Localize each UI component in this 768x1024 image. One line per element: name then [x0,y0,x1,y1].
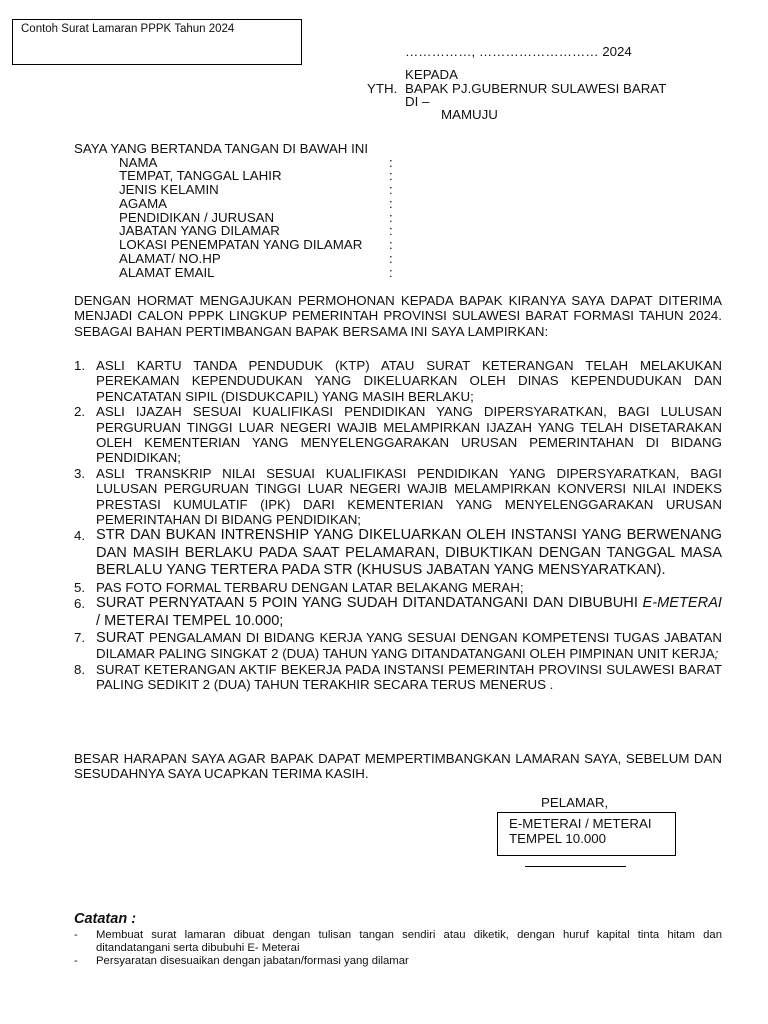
recipient-kepada: KEPADA [405,67,458,82]
list-item [74,404,722,466]
signature-line [525,866,626,867]
field-colon: : [389,210,393,225]
recipient-di: DI – [405,94,430,109]
field-label-email: ALAMAT EMAIL [119,265,215,280]
field-label-ttl: TEMPAT, TANGGAL LAHIR [119,168,282,183]
list-number: 8. [74,661,86,677]
note-dash: - [74,929,78,941]
date-line: ……………, ……………………… 2024 [405,44,632,59]
example-label-box [12,19,302,65]
list-number: 6. [74,596,86,612]
note-item [74,955,722,968]
list-number: 7. [74,629,86,645]
list-item [74,527,722,579]
example-label: Contoh Surat Lamaran PPPK Tahun 2024 [21,23,235,35]
field-colon: : [389,223,393,238]
field-label-lokasi: LOKASI PENEMPATAN YANG DILAMAR [119,237,363,252]
list-item-text-italic: E-METERAI [642,595,722,612]
notes-title: Catatan : [74,911,137,927]
recipient-city: MAMUJU [441,107,498,122]
list-number: 3. [74,465,86,481]
list-item-text: / METERAI TEMPEL 10.000; [96,612,284,629]
intro-line: SAYA YANG BERTANDA TANGAN DI BAWAH INI [74,141,369,156]
list-number: 1. [74,358,86,373]
list-item-text: SURAT [96,629,145,646]
field-label-jabatan: JABATAN YANG DILAMAR [119,223,280,238]
field-colon: : [389,237,393,252]
list-item-text: SURAT PERNYATAAN 5 POIN YANG SUDAH DITANDATANGANI DAN DIBUBUHI [96,595,643,612]
stamp-text: TEMPEL 10.000 [509,831,607,846]
list-number: 4. [74,528,86,544]
field-label-agama: AGAMA [119,196,168,211]
field-colon: : [389,196,393,211]
list-item-text: PAS FOTO FORMAL TERBARU DENGAN LATAR BELAKANG MERAH; [96,579,524,595]
note-text: Persyaratan disesuaikan dengan jabatan/formasi yang dilamar [96,955,409,967]
field-label-alamat-hp: ALAMAT/ NO.HP [119,251,221,266]
list-item-text: ASLI IJAZAH SESUAI KUALIFIKASI PENDIDIKAN YANG DIPERSYARATKAN, BAGI LULUSAN PERGURUAN TINGGI LUAR NEGERI WAJIB MELAMPIRKAN IJAZAH YANG TELAH DISETARAKAN OLEH KEMENTERIAN YANG MENYELENGGARAKAN URUSAN PEMERINTAHAN DI BIDANG PENDIDIKAN; [96,404,722,466]
recipient-name: BAPAK PJ.GUBERNUR SULAWESI BARAT [405,81,667,96]
list-item-text-italic: ; [714,646,719,662]
recipient-yth: YTH. [367,81,398,96]
closing-paragraph: BESAR HARAPAN SAYA AGAR BAPAK DAPAT MEMPERTIMBANGKAN LAMARAN SAYA, SEBELUM DAN SESUDAHNYA SAYA UCAPKAN TERIMA KASIH. [74,751,722,782]
list-item [74,630,722,662]
note-dash: - [74,955,78,967]
note-item [74,929,722,955]
body-paragraph: DENGAN HORMAT MENGAJUKAN PERMOHONAN KEPADA BAPAK KIRANYA SAYA DAPAT DITERIMA MENJADI CALON PPPK LINGKUP PEMERINTAH PROVINSI SULAWESI BARAT FORMASI TAHUN 2024. SEBAGAI BAHAN PERTIMBANGAN BAPAK BERSAMA INI SAYA LAMPIRKAN: [74,293,722,339]
list-number: 2. [74,404,86,420]
list-item [74,580,722,595]
list-number: 5. [74,579,86,595]
stamp-box [497,812,676,856]
attachments-list [74,358,722,693]
list-item-text: ASLI TRANSKRIP NILAI SESUAI KUALIFIKASI PENDIDIKAN YANG DIPERSYARATKAN, BAGI LULUSAN PERGURUAN TINGGI LUAR NEGERI WAJIB MELAMPIRKAN KONVERSI NILAI INDEKS PRESTASI KUMULATIF (IPK) DARI KEMENTERIAN YANG MENYELENGGARAKAN URUSAN PEMERINTAHAN DI BIDANG PENDIDIKAN; [96,465,722,528]
field-colon: : [389,155,393,170]
note-text: Membuat surat lamaran dibuat dengan tulisan tangan sendiri atau diketik, dengan huruf kapital tinta hitam dan ditandatangani serta dibubuhi E- Meterai [96,929,722,954]
field-label-pendidikan: PENDIDIKAN / JURUSAN [119,210,275,225]
field-label-jenis-kelamin: JENIS KELAMIN [119,182,219,197]
list-item [74,466,722,528]
list-item-text: ASLI KARTU TANDA PENDUDUK (KTP) ATAU SURAT KETERANGAN TELAH MELAKUKAN PEREKAMAN KEPENDUDUKAN YANG DIKELUARKAN OLEH DINAS KEPENDUDUKAN DAN PENCATATAN SIPIL (DISDUKCAPIL) YANG MASIH BERLAKU; [96,358,722,404]
stamp-text: E-METERAI / METERAI [509,816,652,831]
field-colon: : [389,182,393,197]
field-colon: : [389,265,393,280]
field-colon: : [389,168,393,183]
list-item-text: SURAT KETERANGAN AKTIF BEKERJA PADA INSTANSI PEMERINTAH PROVINSI SULAWESI BARAT PALING SEDIKIT 2 (DUA) TAHUN TERAKHIR SECARA TERUS MENERUS . [96,661,722,693]
field-label-nama: NAMA [119,155,158,170]
list-item [74,358,722,404]
list-item-text: STR DAN BUKAN INTRENSHIP YANG DIKELUARKAN OLEH INSTANSI YANG BERWENANG DAN MASIH BERLAKU PADA SAAT PELAMARAN, DIBUKTIKAN DENGAN TANGGAL MASA BERLALU YANG TERTERA PADA STR (KHUSUS JABATAN YANG MENSYARATKAN). [96,527,722,579]
list-item [74,662,722,693]
field-colon: : [389,251,393,266]
list-item-text: PENGALAMAN DI BIDANG KERJA YANG SESUAI DENGAN KOMPETENSI TUGAS JABATAN DILAMAR PALING SINGKAT 2 (DUA) TAHUN YANG DITANDATANGANI OLEH PIMPINAN UNIT KERJA [96,629,722,662]
pelamar-label: PELAMAR, [541,795,609,810]
list-item [74,595,722,630]
